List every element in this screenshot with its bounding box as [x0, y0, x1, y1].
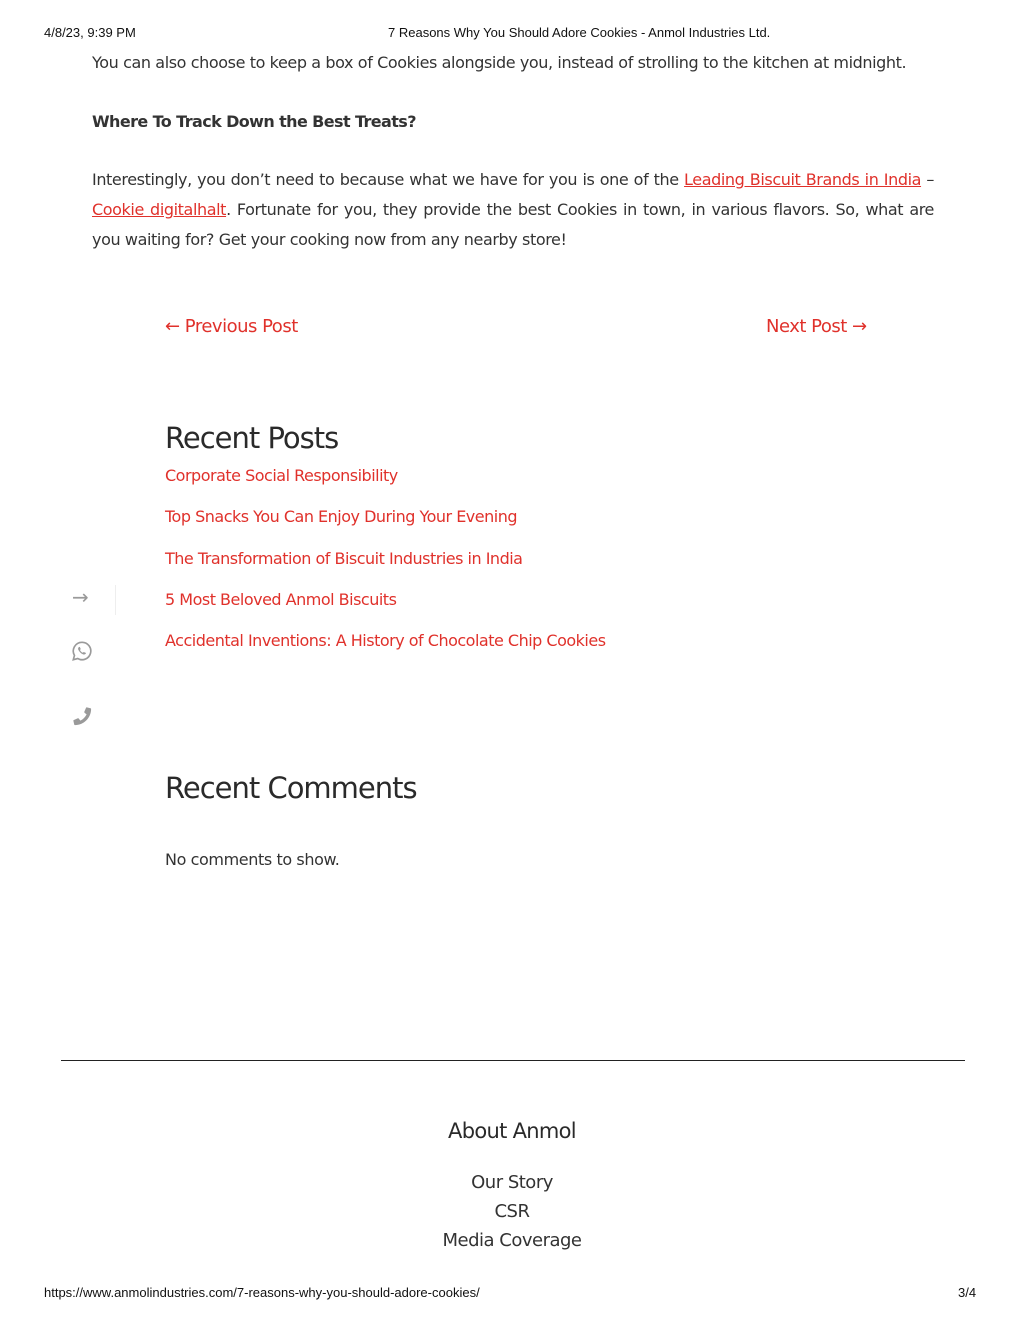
recent-post-link[interactable]: 5 Most Beloved Anmol Biscuits — [165, 589, 397, 609]
article-paragraph — [92, 165, 934, 255]
whatsapp-icon[interactable] — [71, 640, 93, 662]
footer-link-our-story[interactable]: Our Story — [471, 1172, 553, 1193]
print-page-number: 3/4 — [958, 1285, 977, 1300]
no-comments-text: No comments to show. — [165, 850, 340, 869]
print-title: 7 Reasons Why You Should Adore Cookies - Anmol Industries Ltd. — [388, 25, 771, 40]
paragraph-separator: – — [921, 170, 934, 189]
recent-post-link[interactable]: Accidental Inventions: A History of Chocolate Chip Cookies — [165, 631, 606, 651]
recent-post-link[interactable]: Corporate Social Responsibility — [165, 466, 398, 485]
paragraph-start: Interestingly, you don’t need to because what we have for you is one of the — [92, 170, 685, 189]
leading-biscuit-brands-link[interactable]: Leading Biscuit Brands in India — [684, 170, 922, 189]
about-anmol-heading: About Anmol — [448, 1119, 576, 1143]
recent-posts-list — [165, 466, 765, 672]
side-divider — [115, 585, 116, 615]
article-intro: You can also choose to keep a box of Cookies alongside you, instead of strolling to the kitchen at midnight. — [92, 53, 907, 72]
article-subheading: Where To Track Down the Best Treats? — [92, 112, 416, 131]
recent-post-link[interactable]: The Transformation of Biscuit Industries in India — [165, 548, 523, 568]
recent-comments-heading: Recent Comments — [165, 771, 417, 805]
previous-post-link[interactable]: ← Previous Post — [165, 316, 298, 337]
footer-link-csr[interactable]: CSR — [494, 1201, 530, 1222]
phone-icon[interactable] — [70, 705, 94, 729]
arrow-right-icon[interactable]: → — [72, 585, 89, 609]
footer-links — [312, 1172, 712, 1259]
recent-posts-heading: Recent Posts — [165, 421, 339, 455]
paragraph-end: . Fortunate for you, they provide the best Cookies in town, in various flavors. So, what are you waiting for? Get your cooking now from any nearby store! — [92, 200, 934, 249]
print-url: https://www.anmolindustries.com/7-reasons-why-you-should-adore-cookies/ — [44, 1285, 480, 1300]
next-post-link[interactable]: Next Post → — [766, 316, 867, 337]
footer-link-media-coverage[interactable]: Media Coverage — [442, 1230, 582, 1251]
footer-divider — [61, 1060, 965, 1061]
cookie-digitalhalt-link[interactable]: Cookie digitalhalt — [92, 200, 227, 219]
print-datetime: 4/8/23, 9:39 PM — [44, 25, 136, 40]
recent-post-link[interactable]: Top Snacks You Can Enjoy During Your Evening — [165, 507, 517, 527]
